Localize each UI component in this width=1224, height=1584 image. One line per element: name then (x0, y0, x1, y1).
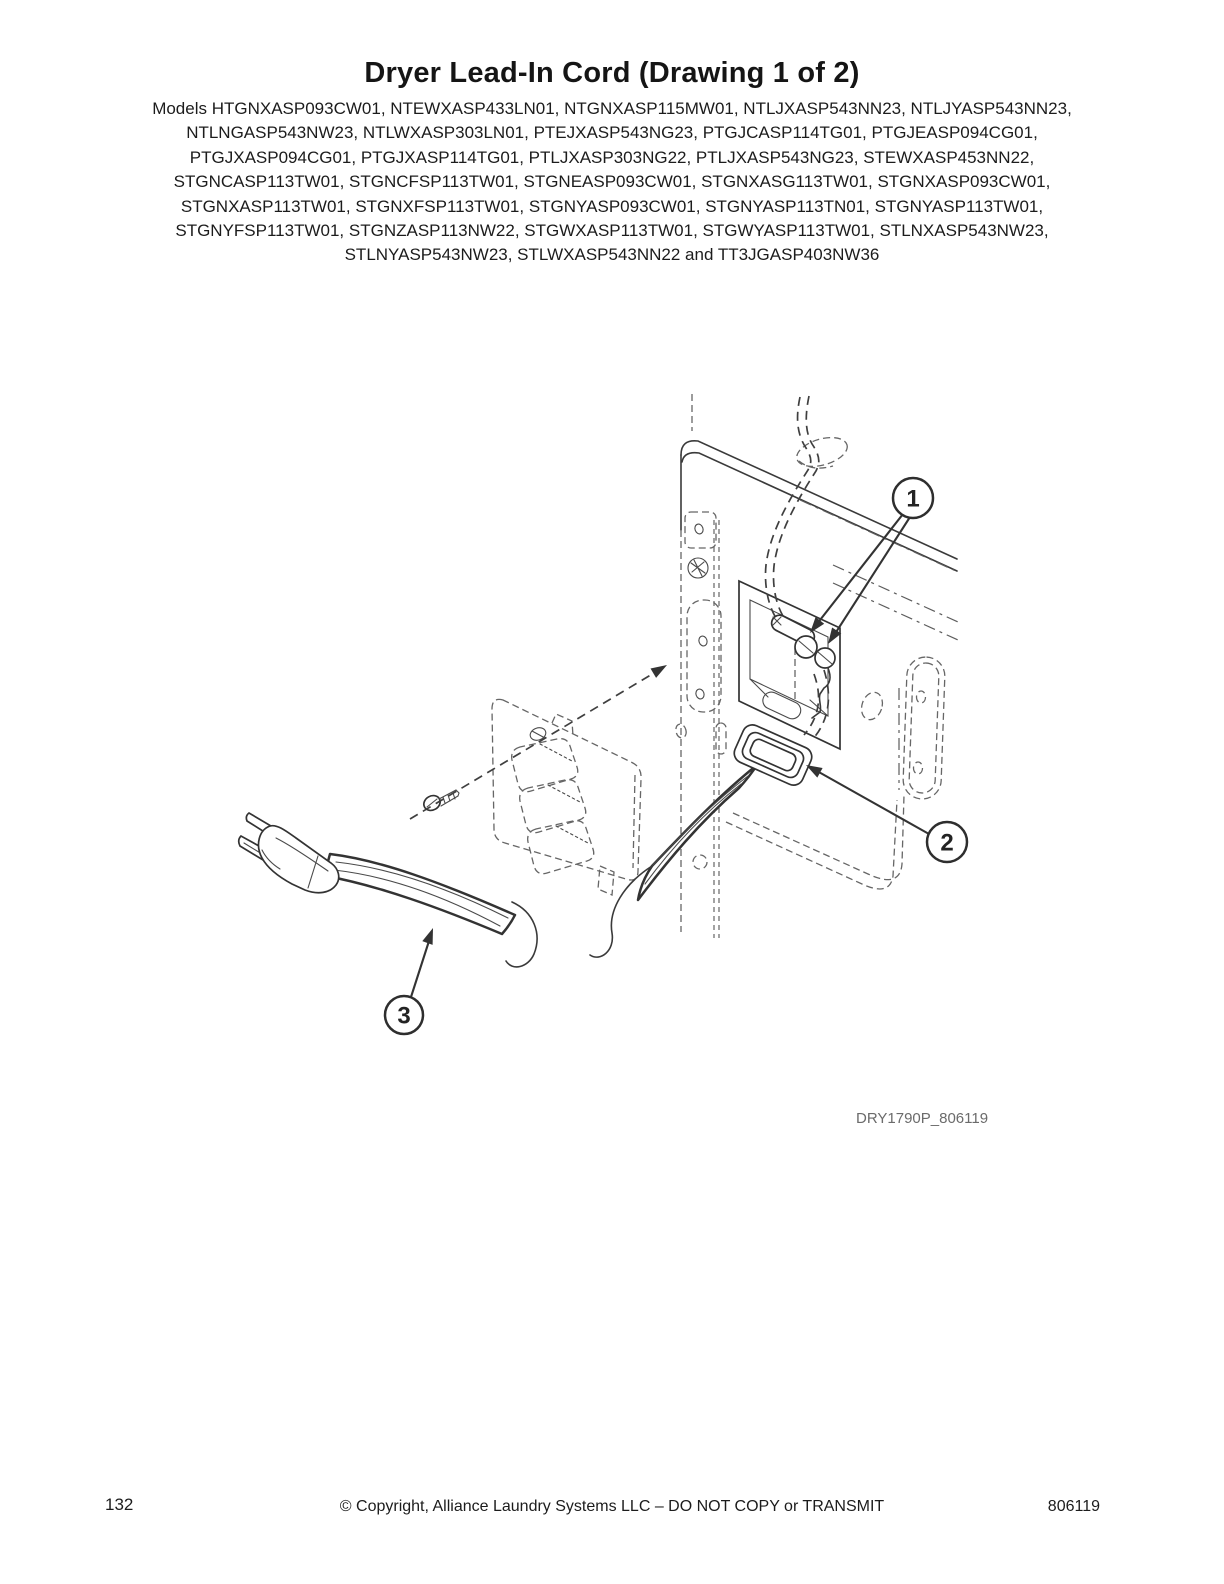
plug-body (259, 826, 339, 893)
callout-2-number: 2 (940, 829, 954, 857)
dryer-rear-panel (674, 394, 958, 938)
power-cord (326, 765, 757, 967)
cord-entry-hole (793, 432, 850, 471)
model-list-line: STGNXASP113TW01, STGNXFSP113TW01, STGNYASP093CW01, STGNYASP113TN01, STGNYASP113TW01, (180, 196, 1044, 216)
terminal-cover-plate (410, 665, 667, 895)
callout-2 (806, 765, 967, 862)
model-list-line: PTGJXASP094CG01, PTGJXASP114TG01, PTLJXASP303NG22, PTLJXASP543NG23, STEWXASP453NN22, (189, 147, 1035, 167)
callout-3-number: 3 (397, 1002, 411, 1030)
callout-3 (385, 928, 433, 1034)
page-title: Dryer Lead-In Cord (Drawing 1 of 2) (364, 57, 860, 89)
document-number: 806119 (1047, 1498, 1100, 1515)
model-list-line: NTLNGASP543NW23, NTLWXASP303LN01, PTEJXASP543NG23, PTGJCASP114TG01, PTGJEASP094CG01, (186, 123, 1038, 143)
copyright-notice: © Copyright, Alliance Laundry Systems LLC – DO NOT COPY or TRANSMIT (339, 1498, 885, 1515)
assembly-direction-line (410, 673, 654, 819)
callout-1-number: 1 (906, 485, 920, 513)
exploded-parts-diagram (180, 380, 1000, 1040)
callout-1 (810, 478, 933, 644)
cord-break-symbol (590, 866, 652, 957)
model-list-line: Models HTGNXASP093CW01, NTEWXASP433LN01, NTGNXASP115MW01, NTLJXASP543NN23, NTLJYASP543NN23, (152, 99, 1072, 118)
model-list-line: STGNCASP113TW01, STGNCFSP113TW01, STGNEASP093CW01, STGNXASG113TW01, STGNXASP093CW01, (173, 172, 1051, 192)
assembly-arrow-icon (651, 665, 668, 678)
model-list-line: STLNYASP543NW23, STLWXASP543NN22 and TT3JGASP403NW36 (344, 245, 880, 265)
cover-plate-louvers (512, 739, 594, 874)
model-list (92, 97, 1132, 268)
power-plug (239, 813, 339, 893)
callout-2-arrow-icon (806, 765, 823, 778)
model-list-line: STGNYFSP113TW01, STGNZASP113NW22, STGWXASP113TW01, STGWYASP113TW01, STLNXASP543NW23, (175, 221, 1049, 241)
page-number: 132 (105, 1495, 134, 1514)
figure-reference-code: DRY1790P_806119 (856, 1110, 989, 1127)
callout-3-arrow-icon (422, 928, 433, 945)
